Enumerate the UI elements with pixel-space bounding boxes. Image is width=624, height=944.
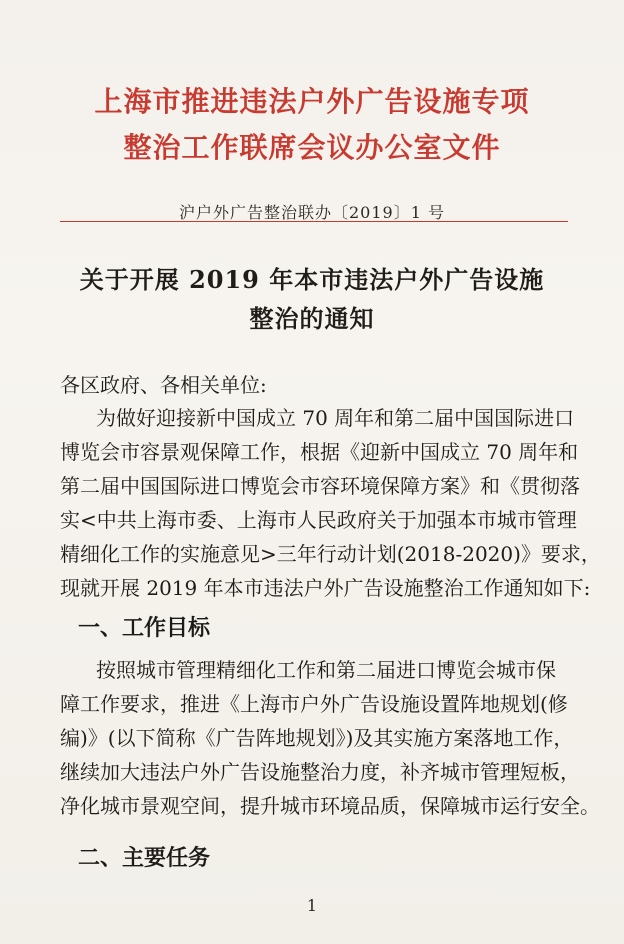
paragraph1-line-5: 精细化工作的实施意见>三年行动计划(2018-2020)》要求， [60, 542, 601, 566]
paragraph1-line-1: 为做好迎接新中国成立 70 周年和第二届中国国际进口 [96, 406, 575, 430]
page-number: 1 [306, 896, 318, 915]
paragraph2-line-3: 编)》(以下简称《广告阵地规划》)及其实施方案落地工作， [60, 726, 574, 750]
notice-title-line-1: 关于开展 2019 年本市违法户外广告设施 [79, 265, 545, 294]
section-heading-2: 二、主要任务 [78, 846, 211, 871]
paragraph1-line-3: 第二届中国国际进口博览会市容环境保障方案》和《贯彻落 [60, 474, 580, 498]
header-line-2: 整治工作联席会议办公室文件 [123, 131, 501, 164]
paragraph1-line-2: 博览会市容景观保障工作，根据《迎新中国成立 70 周年和 [60, 440, 579, 464]
paragraph2-line-2: 障工作要求，推进《上海市户外广告设施设置阵地规划(修 [60, 692, 568, 716]
paragraph2-line-5: 净化城市景观空间，提升城市环境品质，保障城市运行安全。 [60, 794, 600, 818]
paragraph2-line-4: 继续加大违法户外广告设施整治力度，补齐城市管理短板， [60, 760, 580, 784]
section-heading-1: 一、工作目标 [78, 616, 211, 641]
notice-title-line-2: 整治的通知 [249, 304, 375, 333]
document-number: 沪户外广告整治联办〔2019〕1 号 [179, 203, 445, 222]
paragraph1-line-6: 现就开展 2019 年本市违法户外广告设施整治工作通知如下: [60, 576, 591, 600]
paragraph1-line-4: 实<中共上海市委、上海市人民政府关于加强本市城市管理 [60, 508, 577, 532]
header-line-1: 上海市推进违法户外广告设施专项 [94, 85, 530, 118]
paragraph2-line-1: 按照城市管理精细化工作和第二届进口博览会城市保 [96, 658, 556, 682]
salutation: 各区政府、各相关单位: [60, 373, 267, 397]
red-divider-line [60, 221, 568, 222]
